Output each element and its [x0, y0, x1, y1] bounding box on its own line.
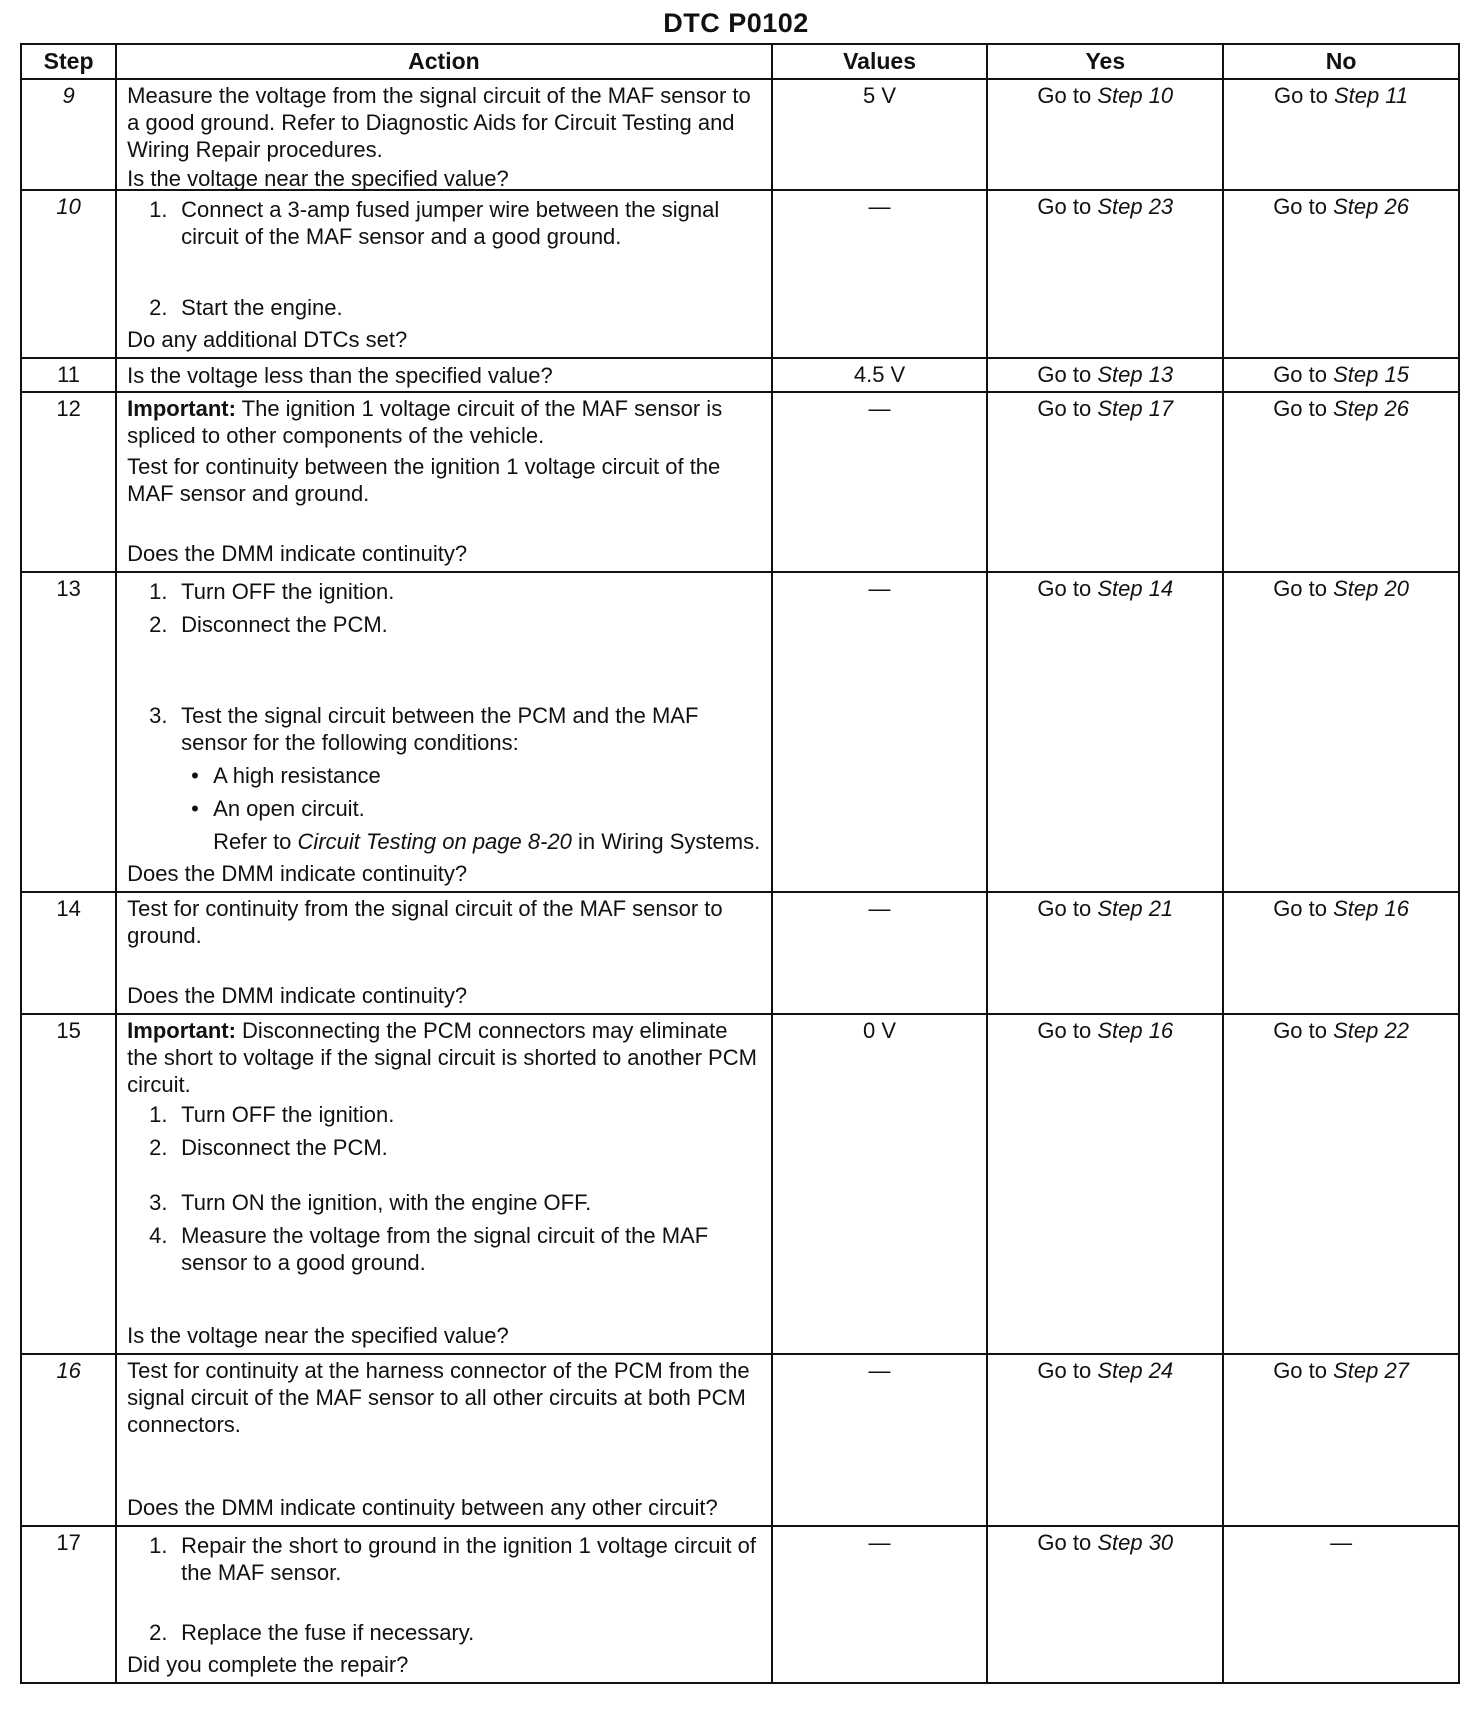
goto-step-link: Step 26	[1333, 396, 1409, 421]
action-cell	[116, 892, 772, 1014]
value-cell: 4.5 V	[772, 358, 988, 392]
table-row	[21, 1354, 1459, 1526]
list-item: 1. Turn OFF the ignition.	[149, 579, 395, 604]
table-row	[21, 572, 1459, 892]
value-cell: —	[772, 190, 988, 358]
no-cell: —	[1223, 1526, 1459, 1683]
action-cell	[116, 79, 772, 190]
goto-step-link: Step 26	[1333, 194, 1409, 219]
goto-step-link: Step 30	[1097, 1530, 1174, 1555]
list-item: 2. Start the engine.	[149, 295, 343, 320]
header-row	[21, 44, 1459, 79]
action-question: Is the voltage near the specified value?	[127, 1323, 509, 1348]
action-cell	[116, 1354, 772, 1526]
action-cell	[116, 1014, 772, 1354]
value-cell: —	[772, 392, 988, 572]
no-cell: Go to Step 15	[1223, 358, 1459, 392]
goto-step-link: Step 22	[1333, 1018, 1409, 1043]
action-question: Does the DMM indicate continuity?	[127, 541, 468, 566]
action-cell	[116, 190, 772, 358]
no-cell: Go to Step 26	[1223, 190, 1459, 358]
action-question: Is the voltage less than the specified value?	[127, 362, 553, 388]
step-number: 17	[21, 1526, 116, 1683]
yes-cell: Go to Step 17	[987, 392, 1223, 572]
action-question: Did you complete the repair?	[127, 1652, 409, 1677]
step-number: 11	[21, 358, 116, 392]
step-number: 16	[21, 1354, 116, 1526]
list-item: 4. Measure the voltage from the signal circuit of the MAF sensor to a good ground.	[149, 1223, 709, 1275]
action-cell	[116, 572, 772, 892]
list-item: 2. Disconnect the PCM.	[149, 1135, 388, 1160]
step-number: 13	[21, 572, 116, 892]
list-item: 1. Turn OFF the ignition.	[149, 1102, 395, 1127]
step-number: 9	[21, 79, 116, 190]
no-cell: Go to Step 27	[1223, 1354, 1459, 1526]
goto-step-link: Step 16	[1333, 896, 1409, 921]
reference-link: Circuit Testing on page 8-20	[297, 829, 572, 854]
action-text: Measure the voltage from the signal circuit of the MAF sensor to a good ground. Refer to Diagnostic Aids for Circuit Testing and Wiring Repair procedures.	[127, 83, 751, 162]
bullet-item: • An open circuit.	[191, 796, 365, 821]
header-action: Action	[116, 44, 772, 79]
yes-cell: Go to Step 24	[987, 1354, 1223, 1526]
diagnostic-table	[20, 43, 1460, 1684]
yes-cell: Go to Step 30	[987, 1526, 1223, 1683]
step-number: 12	[21, 392, 116, 572]
yes-cell: Go to Step 14	[987, 572, 1223, 892]
reference-note: Refer to Circuit Testing on page 8-20 in Wiring Systems.	[213, 829, 761, 854]
header-no: No	[1223, 44, 1459, 79]
value-cell: 5 V	[772, 79, 988, 190]
yes-cell: Go to Step 23	[987, 190, 1223, 358]
no-cell: Go to Step 11	[1223, 79, 1459, 190]
action-cell	[116, 392, 772, 572]
goto-step-link: Step 20	[1333, 576, 1409, 601]
action-cell	[116, 1526, 772, 1683]
goto-step-link: Step 14	[1097, 576, 1174, 601]
action-cell	[116, 358, 772, 392]
table-row	[21, 79, 1459, 190]
important-label: Important:	[127, 396, 236, 421]
table-row	[21, 892, 1459, 1014]
list-item: 1. Repair the short to ground in the ignition 1 voltage circuit of the MAF sensor.	[149, 1533, 756, 1585]
goto-step-link: Step 23	[1097, 194, 1174, 219]
action-text: Test for continuity between the ignition 1 voltage circuit of the MAF sensor and ground.	[127, 454, 721, 506]
list-item: 3. Test the signal circuit between the PCM and the MAF sensor for the following conditions:	[149, 703, 699, 755]
goto-step-link: Step 10	[1097, 83, 1174, 108]
goto-step-link: Step 13	[1097, 362, 1174, 387]
table-row	[21, 392, 1459, 572]
yes-cell: Go to Step 16	[987, 1014, 1223, 1354]
action-text: Test for continuity from the signal circuit of the MAF sensor to ground.	[127, 896, 723, 948]
no-cell: Go to Step 26	[1223, 392, 1459, 572]
step-number: 15	[21, 1014, 116, 1354]
action-question: Does the DMM indicate continuity?	[127, 983, 468, 1008]
value-cell: —	[772, 892, 988, 1014]
list-item: 2. Disconnect the PCM.	[149, 612, 388, 637]
bullet-item: • A high resistance	[191, 763, 381, 788]
header-yes: Yes	[987, 44, 1223, 79]
step-number: 10	[21, 190, 116, 358]
header-values: Values	[772, 44, 988, 79]
goto-step-link: Step 24	[1097, 1358, 1174, 1383]
yes-cell: Go to Step 10	[987, 79, 1223, 190]
goto-step-link: Step 11	[1333, 83, 1409, 108]
important-note: Important: Disconnecting the PCM connectors may eliminate the short to voltage if the signal circuit is shorted to another PCM circuit.	[127, 1018, 757, 1097]
goto-step-link: Step 17	[1097, 396, 1174, 421]
list-item: 1. Connect a 3-amp fused jumper wire between the signal circuit of the MAF sensor and a good ground.	[149, 197, 720, 249]
goto-step-link: Step 27	[1333, 1358, 1409, 1383]
list-item: 3. Turn ON the ignition, with the engine OFF.	[149, 1190, 592, 1215]
yes-cell: Go to Step 21	[987, 892, 1223, 1014]
value-cell: —	[772, 572, 988, 892]
action-text: Test for continuity at the harness connector of the PCM from the signal circuit of the MAF sensor to all other circuits at both PCM connectors.	[127, 1358, 750, 1437]
table-row	[21, 190, 1459, 358]
important-note: Important: The ignition 1 voltage circuit of the MAF sensor is spliced to other components of the vehicle.	[127, 396, 723, 448]
value-cell: —	[772, 1354, 988, 1526]
action-question: Does the DMM indicate continuity?	[127, 861, 468, 886]
goto-step-link: Step 21	[1097, 896, 1174, 921]
no-cell: Go to Step 22	[1223, 1014, 1459, 1354]
no-cell: Go to Step 20	[1223, 572, 1459, 892]
value-cell: 0 V	[772, 1014, 988, 1354]
action-question: Do any additional DTCs set?	[127, 327, 408, 352]
step-number: 14	[21, 892, 116, 1014]
list-item: 2. Replace the fuse if necessary.	[149, 1620, 475, 1645]
action-question: Is the voltage near the specified value?	[127, 166, 509, 191]
goto-step-link: Step 15	[1333, 362, 1409, 387]
header-step: Step	[21, 44, 116, 79]
yes-cell: Go to Step 13	[987, 358, 1223, 392]
important-label: Important:	[127, 1018, 236, 1043]
action-question: Does the DMM indicate continuity between any other circuit?	[127, 1495, 718, 1520]
page-title: DTC P0102	[663, 8, 809, 38]
goto-step-link: Step 16	[1097, 1018, 1174, 1043]
table-row	[21, 1014, 1459, 1354]
table-row	[21, 1526, 1459, 1683]
value-cell: —	[772, 1526, 988, 1683]
table-row	[21, 358, 1459, 392]
no-cell: Go to Step 16	[1223, 892, 1459, 1014]
